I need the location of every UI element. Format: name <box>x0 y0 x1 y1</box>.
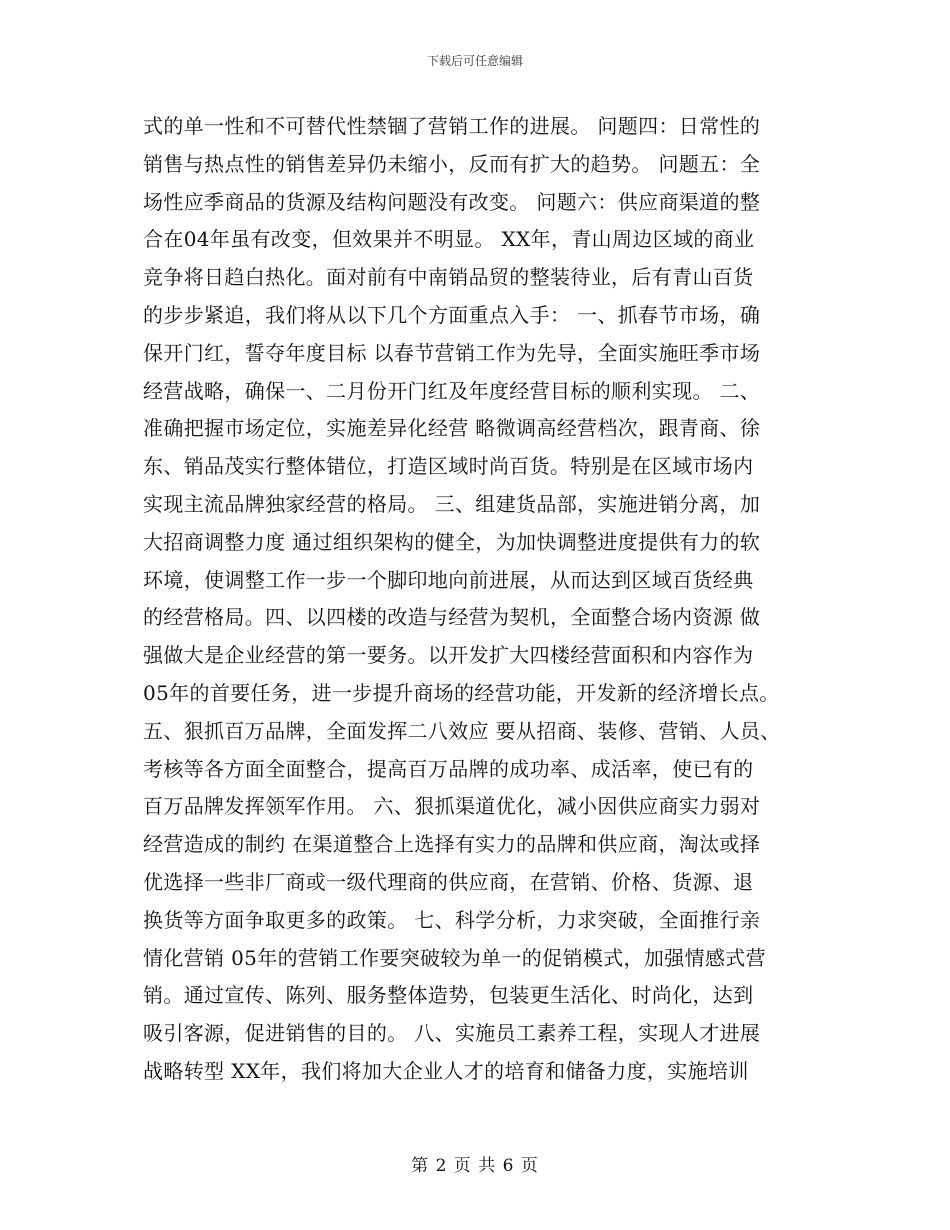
text-line: 强做大是企业经营的第一要务。以开发扩大四楼经营面积和内容作为 <box>143 643 754 668</box>
text-line: 环境，使调整工作一步一个脚印地向前进展，从而达到区域百货经典 <box>143 567 754 592</box>
text-line: 保开门红，誓夺年度目标 以春节营销工作为先导，全面实施旺季市场 <box>143 340 761 365</box>
text-line: 的步步紧追，我们将从以下几个方面重点入手： 一、抓春节市场，确 <box>143 302 761 327</box>
text-line: 百万品牌发挥领军作用。 六、狠抓渠道优化，减小因供应商实力弱对 <box>143 794 761 819</box>
text-line: 换货等方面争取更多的政策。 七、科学分析，力求突破，全面推行亲 <box>143 907 761 932</box>
text-line: 销售与热点性的销售差异仍未缩小，反而有扩大的趋势。 问题五：全 <box>143 151 761 176</box>
text-line: 经营造成的制约 在渠道整合上选择有实力的品牌和供应商，淘汰或择 <box>143 832 761 857</box>
text-line: 战略转型 XX年，我们将加大企业人才的培育和储备力度，实施培训 <box>143 1058 749 1083</box>
text-line: 05年的首要任务，进一步提升商场的经营功能，开发新的经济增长点。 <box>143 680 780 705</box>
text-line: 五、狠抓百万品牌，全面发挥二八效应 要从招商、装修、营销、人员、 <box>143 718 781 743</box>
page-header: 下载后可任意编辑 <box>426 54 523 68</box>
text-line: 大招商调整力度 通过组织架构的健全，为加快调整进度提供有力的软 <box>143 529 761 554</box>
text-line: 销。通过宣传、陈列、服务整体造势，包装更生活化、时尚化，达到 <box>143 983 754 1008</box>
text-line: 优选择一些非厂商或一级代理商的供应商，在营销、价格、货源、退 <box>143 869 754 894</box>
text-line: 场性应季商品的货源及结构问题没有改变。 问题六：供应商渠道的整 <box>143 189 761 214</box>
page-footer: 第 2 页 共 6 页 <box>411 1156 539 1176</box>
text-line: 式的单一性和不可替代性禁锢了营销工作的进展。 问题四：日常性的 <box>143 114 761 138</box>
text-line: 经营战略，确保一、二月份开门红及年度经营目标的顺利实现。 二、 <box>143 378 761 403</box>
text-line: 实现主流品牌独家经营的格局。 三、组建货品部，实施进销分离，加 <box>143 491 761 516</box>
text-line: 东、销品茂实行整体错位，打造区域时尚百货。特别是在区域市场内 <box>143 454 754 479</box>
document-body <box>143 108 823 1091</box>
text-line: 考核等各方面全面整合，提高百万品牌的成功率、成活率，使已有的 <box>143 756 754 781</box>
text-line: 吸引客源，促进销售的目的。 八、实施员工素养工程，实现人才进展 <box>143 1021 761 1046</box>
text-line: 合在04年虽有改变，但效果并不明显。 XX年，青山周边区域的商业 <box>143 227 755 252</box>
text-line: 的经营格局。四、以四楼的改造与经营为契机，全面整合场内资源 做 <box>143 605 761 630</box>
text-line: 竞争将日趋白热化。面对前有中南销品贸的整装待业，后有青山百货 <box>143 265 754 290</box>
text-line: 准确把握市场定位，实施差异化经营 略微调高经营档次，跟青商、徐 <box>143 416 761 441</box>
text-line: 情化营销 05年的营销工作要突破较为单一的促销模式，加强情感式营 <box>143 945 767 970</box>
